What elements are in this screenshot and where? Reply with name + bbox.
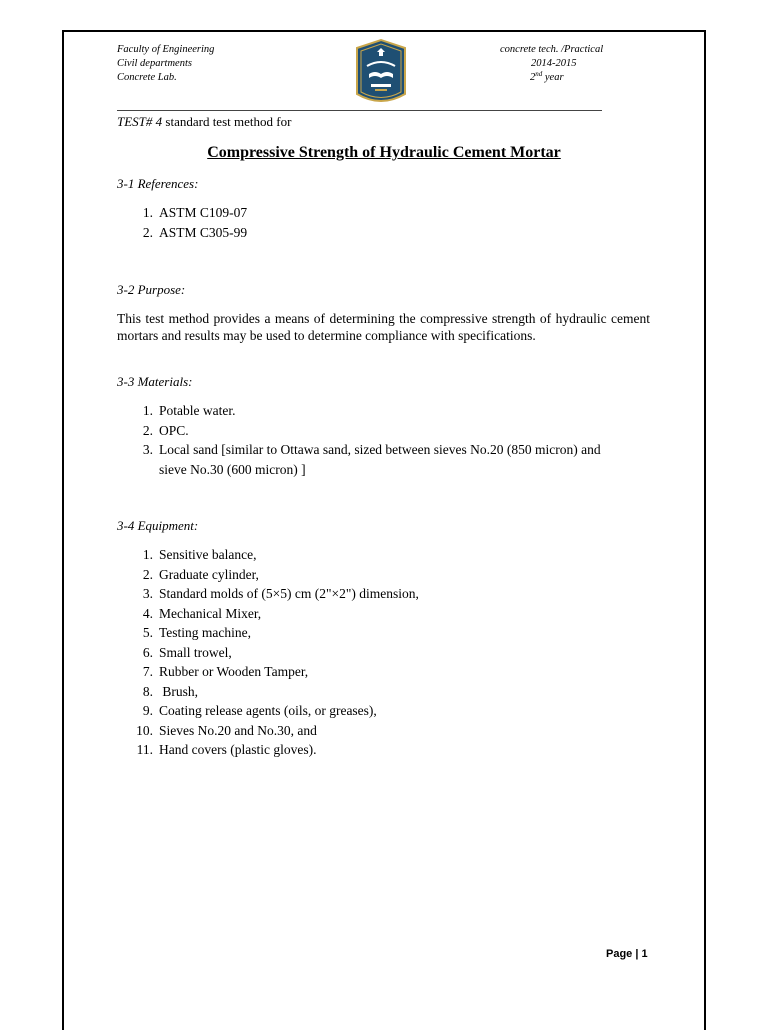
document-title: Compressive Strength of Hydraulic Cement Mortar bbox=[207, 144, 561, 161]
list-item: 1. ASTM C109-07 bbox=[142, 205, 248, 220]
header-department: Civil departments bbox=[117, 58, 192, 69]
list-item: 2. OPC. bbox=[142, 422, 189, 438]
materials-list bbox=[117, 401, 650, 479]
header-faculty: Faculty of Engineering bbox=[117, 44, 215, 55]
university-logo bbox=[353, 38, 409, 106]
list-item: 6. Small trowel, bbox=[142, 644, 232, 660]
header-course: concrete tech. /Practical bbox=[500, 44, 604, 55]
page-label: Page bbox=[606, 948, 633, 960]
list-item: 1. Sensitive balance, bbox=[142, 547, 257, 562]
page-separator: | bbox=[635, 948, 639, 960]
list-item: 5. Testing machine, bbox=[142, 625, 252, 640]
page-footer bbox=[606, 948, 648, 960]
header-lab: Concrete Lab. bbox=[117, 72, 177, 83]
header-left bbox=[117, 43, 214, 85]
list-item: 3. Local sand [similar to Ottawa sand, sized between sieves No.20 (850 micron) and sieve No.30 (600 micron) ] bbox=[142, 442, 601, 477]
list-item: 8. Brush, bbox=[142, 683, 199, 699]
references-list bbox=[117, 203, 247, 242]
purpose-heading: 3-2 Purpose: bbox=[117, 282, 186, 297]
header-right bbox=[500, 43, 603, 85]
test-number: TEST# 4 bbox=[117, 114, 163, 129]
list-item: 11. Hand covers (plastic gloves). bbox=[136, 742, 317, 757]
list-item: 2. ASTM C305-99 bbox=[142, 224, 248, 240]
materials-heading: 3-3 Materials: bbox=[117, 374, 193, 389]
header-academic-year: 2014-2015 bbox=[531, 58, 577, 69]
test-description: standard test method for bbox=[165, 114, 292, 129]
page-number: 1 bbox=[641, 948, 648, 960]
header-divider bbox=[117, 110, 602, 111]
list-item: 9. Coating release agents (oils, or greases), bbox=[142, 703, 377, 718]
list-item: 3. Standard molds of (5×5) cm (2"×2") dimension, bbox=[142, 586, 419, 601]
list-item: 10. Sieves No.20 and No.30, and bbox=[136, 722, 317, 738]
test-line bbox=[117, 114, 291, 130]
list-item: 2. Graduate cylinder, bbox=[142, 566, 259, 582]
equipment-list bbox=[117, 545, 419, 760]
header-study-year: 2nd year bbox=[530, 70, 564, 83]
list-item: 1. Potable water. bbox=[142, 403, 236, 418]
equipment-heading: 3-4 Equipment: bbox=[117, 518, 199, 533]
references-heading: 3-1 References: bbox=[117, 176, 199, 191]
list-item: 7. Rubber or Wooden Tamper, bbox=[142, 664, 309, 679]
list-item: 4. Mechanical Mixer, bbox=[142, 605, 262, 621]
purpose-paragraph: This test method provides a means of determining the compressive strength of hydraulic cement mortars and results may be used to determine compliance with specifications. bbox=[117, 311, 650, 343]
